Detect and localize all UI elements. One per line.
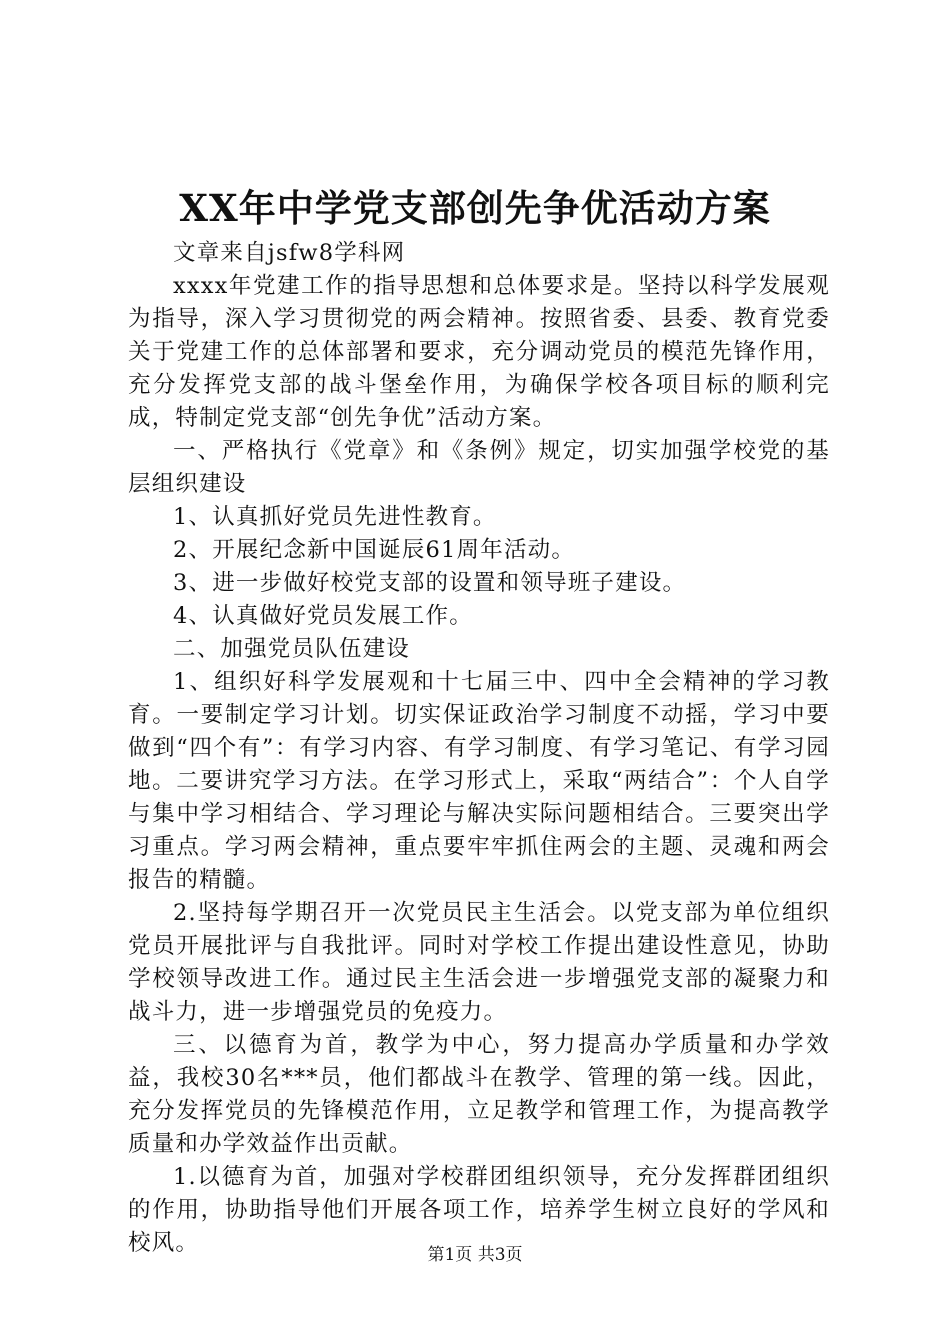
document-body	[128, 237, 830, 1260]
section-heading-2: 二、加强党员队伍建设	[173, 636, 411, 662]
source-line: 文章来自jsfw8学科网	[173, 240, 406, 266]
section-heading-1: 一、严格执行《党章》和《条例》规定，切实加强学校党的基层组织建设	[128, 438, 830, 497]
list-item: 1、认真抓好党员先进性教育。	[173, 504, 497, 530]
section-heading-3: 三、以德育为首，教学为中心，努力提高办学质量和办学效益，我校30名***员，他们都战斗在教学、管理的第一线。因此，充分发挥党员的先锋模范作用，立足教学和管理工作，为提高教学质量和办学效益作出贡献。	[128, 1032, 830, 1157]
list-item: 3、进一步做好校党支部的设置和领导班子建设。	[173, 570, 687, 596]
page-number-footer: 第1页 共3页	[427, 1245, 523, 1265]
body-paragraph: 1.以德育为首，加强对学校群团组织领导，充分发挥群团组织的作用，协助指导他们开展各项工作，培养学生树立良好的学风和校风。	[128, 1164, 830, 1256]
intro-paragraph: xxxx年党建工作的指导思想和总体要求是。坚持以科学发展观为指导，深入学习贯彻党的两会精神。按照省委、县委、教育党委关于党建工作的总体部署和要求，充分调动党员的模范先锋作用，充分发挥党支部的战斗堡垒作用，为确保学校各项目标的顺利完成，特制定党支部“创先争优”活动方案。	[128, 273, 830, 431]
body-paragraph: 2.坚持每学期召开一次党员民主生活会。以党支部为单位组织党员开展批评与自我批评。同时对学校工作提出建设性意见，协助学校领导改进工作。通过民主生活会进一步增强党支部的凝聚力和战斗力，进一步增强党员的免疫力。	[128, 900, 830, 1025]
body-paragraph: 1、组织好科学发展观和十七届三中、四中全会精神的学习教育。一要制定学习计划。切实保证政治学习制度不动摇，学习中要做到“四个有”：有学习内容、有学习制度、有学习笔记、有学习园地。二要讲究学习方法。在学习形式上，采取“两结合”：个人自学与集中学习相结合、学习理论与解决实际问题相结合。三要突出学习重点。学习两会精神，重点要牢牢抓住两会的主题、灵魂和两会报告的精髓。	[128, 669, 830, 893]
list-item: 4、认真做好党员发展工作。	[173, 603, 473, 629]
document-title: XX年中学党支部创先争优活动方案	[179, 186, 771, 230]
list-item: 2、开展纪念新中国诞辰61周年活动。	[173, 537, 576, 563]
